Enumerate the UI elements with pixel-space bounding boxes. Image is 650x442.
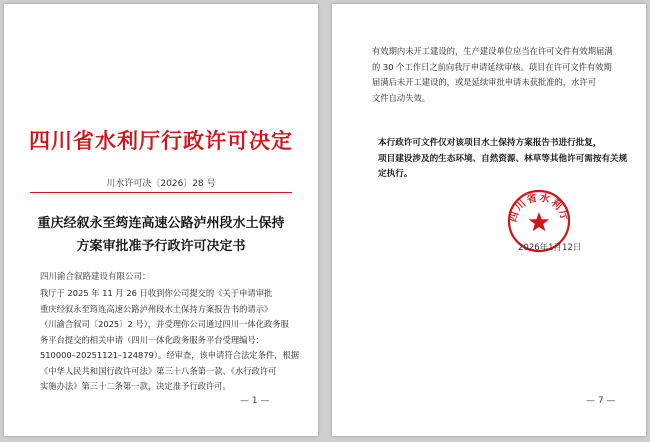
body-line: 重庆经叙永至筠连高速公路泸州段水土保持方案报告书的请示》: [40, 303, 273, 314]
body-line: 的 30 个工作日之前向我厅申请延续审核。项目在许可文件有效期: [372, 61, 612, 72]
body-line: 务平台提交的相关申请（四川一体化政务服务平台受理编号：: [40, 334, 265, 345]
body-text: [40, 286, 300, 395]
page-number: — 1 —: [240, 396, 270, 406]
bold-line: 本行政许可文件仅对该项目水土保持方案报告书进行批复，: [378, 138, 602, 148]
document-page-1: [4, 4, 318, 436]
document-page-7: [332, 4, 646, 436]
bold-line: 定执行。: [378, 169, 413, 179]
body-line: 有效期内未开工建设的，生产建设单位应当在许可文件有效期届满: [372, 46, 613, 56]
body-line: 实施办法》第三十二条第一款，决定准予行政许可。: [40, 381, 231, 391]
body-line: 文件自动失效。: [372, 92, 431, 103]
body-line: （川渝合叙司〔2025〕2 号），并受理你公司通过四川一体化政务服: [40, 319, 289, 329]
body-line: 届满后未开工建设的，或是延续审批申请未获批准的，水许可: [372, 77, 597, 87]
body-line: 510000–20251121–124879）。经审查，该申请符合法定条件，根据: [40, 350, 300, 360]
addressee: 四川渝合叙路建设有限公司：: [40, 272, 151, 282]
body-text: [372, 44, 626, 106]
signature-date: 2026年1月12日: [518, 243, 582, 253]
bold-line: 项目建设涉及的生态环境、自然资源、林草等其他许可需按有关规: [378, 153, 628, 164]
body-line: 《中华人民共和国行政许可法》第三十八条第一款、《水行政许可: [40, 365, 277, 376]
document-title: [24, 212, 298, 258]
page-number: — 7 —: [586, 396, 616, 406]
body-line: 我厅于 2025 年 11 月 26 日收到你公司提交的《关于申请审批: [40, 288, 273, 298]
red-divider: [30, 192, 292, 193]
document-title-line: 方案审批准予行政许可决定书: [76, 239, 246, 254]
document-title-line: 重庆经叙永至筠连高速公路泸州段水土保持: [37, 216, 285, 231]
document-number: 川水许可决〔2026〕28 号: [106, 179, 216, 189]
seal-text: 四川省水利厅: [507, 192, 571, 224]
bold-notice: [378, 136, 632, 183]
red-header-title: 四川省水利厅行政许可决定: [29, 128, 293, 153]
